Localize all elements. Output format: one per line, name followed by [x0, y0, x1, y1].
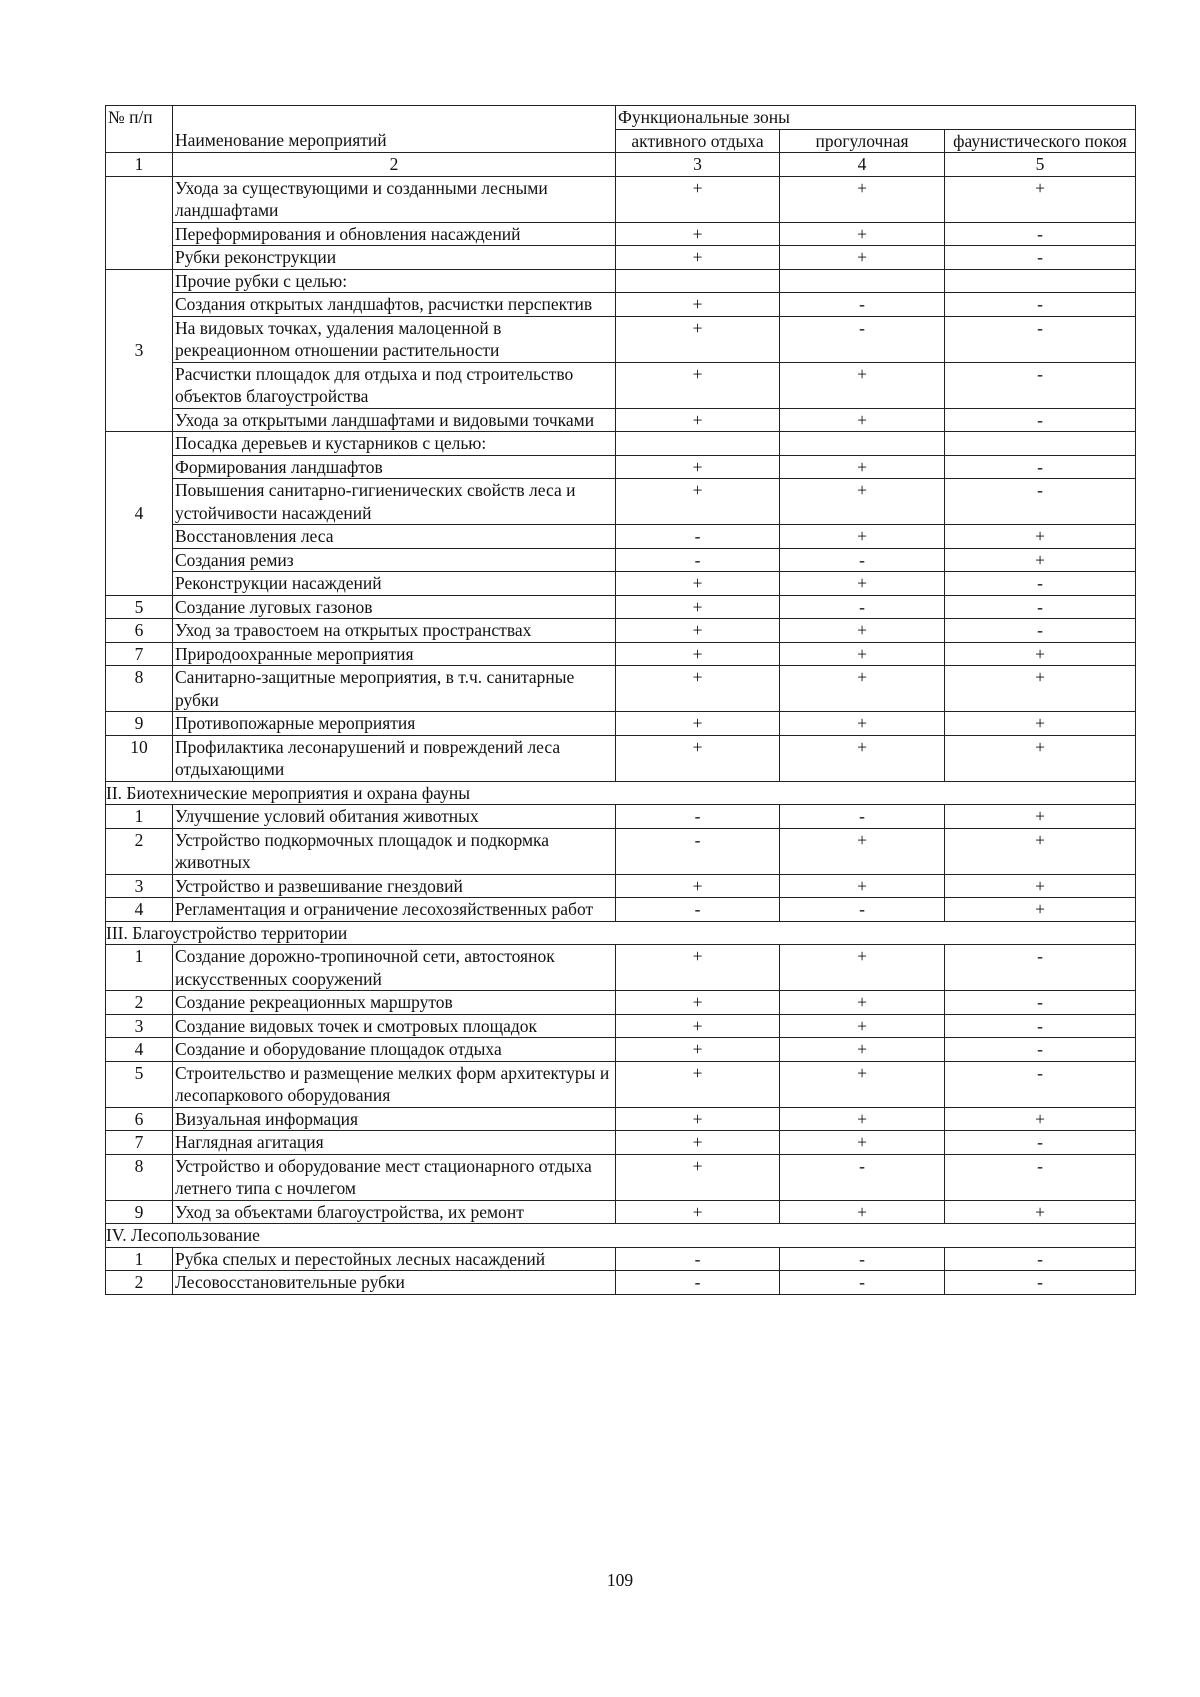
- table-row: [106, 432, 1136, 456]
- row-number: 9: [106, 1200, 173, 1224]
- zone-fauna-mark: -: [945, 1014, 1136, 1038]
- zone-walk-mark: [780, 269, 945, 293]
- row-name: Расчистки площадок для отдыха и под строительство объектов благоустройства: [173, 362, 616, 408]
- zone-active-mark: +: [616, 945, 780, 991]
- zone-walk-mark: +: [780, 619, 945, 643]
- row-number: 7: [106, 1131, 173, 1155]
- zone-fauna-mark: +: [945, 642, 1136, 666]
- row-number: 2: [106, 991, 173, 1015]
- table-row: [106, 572, 1136, 596]
- table-row: [106, 246, 1136, 270]
- zone-active-mark: +: [616, 222, 780, 246]
- row-number: 9: [106, 712, 173, 736]
- row-name: Прочие рубки с целью:: [173, 269, 616, 293]
- zone-active-mark: +: [616, 712, 780, 736]
- zone-walk-mark: +: [780, 991, 945, 1015]
- zone-fauna-mark: +: [945, 898, 1136, 922]
- row-name: Наглядная агитация: [173, 1131, 616, 1155]
- zone-active-mark: +: [616, 1131, 780, 1155]
- table-row: [106, 712, 1136, 736]
- row-number: 2: [106, 828, 173, 874]
- header-row-1: [106, 106, 1136, 130]
- zone-walk-mark: +: [780, 1131, 945, 1155]
- table-row: [106, 525, 1136, 549]
- zone-fauna-mark: -: [945, 619, 1136, 643]
- table-row: [106, 316, 1136, 362]
- zone-active-mark: +: [616, 619, 780, 643]
- row-number: 7: [106, 642, 173, 666]
- row-name: Устройство подкормочных площадок и подкормка животных: [173, 828, 616, 874]
- row-name: Рубка спелых и перестойных лесных насаждений: [173, 1247, 616, 1271]
- zone-active-mark: +: [616, 408, 780, 432]
- table-row: [106, 222, 1136, 246]
- zone-walk-mark: +: [780, 246, 945, 270]
- row-name: Санитарно-защитные мероприятия, в т.ч. санитарные рубки: [173, 666, 616, 712]
- row-name: Создание луговых газонов: [173, 595, 616, 619]
- zone-walk-mark: +: [780, 572, 945, 596]
- row-number: 3: [106, 1014, 173, 1038]
- row-number: 1: [106, 805, 173, 829]
- row-number: 1: [106, 945, 173, 991]
- row-name: Улучшение условий обитания животных: [173, 805, 616, 829]
- row-name: Уход за объектами благоустройства, их ремонт: [173, 1200, 616, 1224]
- row-number: [106, 176, 173, 269]
- zone-active-mark: +: [616, 1107, 780, 1131]
- zone-walk-mark: +: [780, 455, 945, 479]
- row-name: Реконструкции насаждений: [173, 572, 616, 596]
- row-name: Устройство и развешивание гнездовий: [173, 874, 616, 898]
- zone-walk-mark: +: [780, 828, 945, 874]
- zone-walk-mark: +: [780, 525, 945, 549]
- zone-fauna-mark: -: [945, 1154, 1136, 1200]
- row-name: Создание и оборудование площадок отдыха: [173, 1038, 616, 1062]
- zone-active-mark: +: [616, 1014, 780, 1038]
- zone-fauna-mark: -: [945, 945, 1136, 991]
- page-number: 109: [606, 1570, 634, 1590]
- row-name: Повышения санитарно-гигиенических свойств леса и устойчивости насаждений: [173, 479, 616, 525]
- zone-fauna-mark: +: [945, 874, 1136, 898]
- table-row: [106, 1271, 1136, 1295]
- zone-fauna-mark: +: [945, 712, 1136, 736]
- row-number: 3: [106, 874, 173, 898]
- zone-active-mark: -: [616, 828, 780, 874]
- header-zones: Функциональные зоны: [616, 106, 1136, 130]
- zone-walk-mark: -: [780, 595, 945, 619]
- header-index: 5: [945, 153, 1136, 177]
- row-name: Формирования ландшафтов: [173, 455, 616, 479]
- zone-fauna-mark: -: [945, 1131, 1136, 1155]
- section-row: [106, 1224, 1136, 1248]
- zone-walk-mark: -: [780, 316, 945, 362]
- row-number: 4: [106, 432, 173, 596]
- zone-walk-mark: +: [780, 408, 945, 432]
- row-name: Лесовосстановительные рубки: [173, 1271, 616, 1295]
- zone-active-mark: -: [616, 548, 780, 572]
- row-name: Создания ремиз: [173, 548, 616, 572]
- row-name: Визуальная информация: [173, 1107, 616, 1131]
- row-name: Природоохранные мероприятия: [173, 642, 616, 666]
- header-zone-walk: прогулочная: [780, 129, 945, 153]
- table-row: [106, 269, 1136, 293]
- zone-fauna-mark: -: [945, 408, 1136, 432]
- table-row: [106, 548, 1136, 572]
- row-number: 4: [106, 1038, 173, 1062]
- row-name: На видовых точках, удаления малоценной в рекреационном отношении растительности: [173, 316, 616, 362]
- row-name: Восстановления леса: [173, 525, 616, 549]
- table-row: [106, 874, 1136, 898]
- zone-fauna-mark: -: [945, 1247, 1136, 1271]
- header-name: Наименование мероприятий: [173, 106, 616, 153]
- zone-active-mark: +: [616, 455, 780, 479]
- zone-fauna-mark: +: [945, 666, 1136, 712]
- zone-active-mark: +: [616, 595, 780, 619]
- zone-walk-mark: +: [780, 1061, 945, 1107]
- table-row: [106, 293, 1136, 317]
- zone-fauna-mark: -: [945, 479, 1136, 525]
- zone-walk-mark: -: [780, 898, 945, 922]
- zone-fauna-mark: -: [945, 246, 1136, 270]
- row-number: 5: [106, 1061, 173, 1107]
- row-name: Профилактика лесонарушений и повреждений леса отдыхающими: [173, 735, 616, 781]
- zone-active-mark: +: [616, 991, 780, 1015]
- row-name: Противопожарные мероприятия: [173, 712, 616, 736]
- zone-active-mark: +: [616, 1200, 780, 1224]
- zone-walk-mark: -: [780, 805, 945, 829]
- zone-fauna-mark: -: [945, 1038, 1136, 1062]
- zone-active-mark: [616, 269, 780, 293]
- table-row: [106, 455, 1136, 479]
- zone-walk-mark: +: [780, 1014, 945, 1038]
- row-name: Посадка деревьев и кустарников с целью:: [173, 432, 616, 456]
- zone-walk-mark: +: [780, 1200, 945, 1224]
- zone-fauna-mark: [945, 269, 1136, 293]
- table-row: [106, 1107, 1136, 1131]
- zone-active-mark: +: [616, 1154, 780, 1200]
- zone-walk-mark: -: [780, 293, 945, 317]
- zone-walk-mark: +: [780, 735, 945, 781]
- row-name: Ухода за существующими и созданными лесными ландшафтами: [173, 176, 616, 222]
- zone-active-mark: +: [616, 1061, 780, 1107]
- zone-fauna-mark: +: [945, 735, 1136, 781]
- table-row: [106, 619, 1136, 643]
- section-title: II. Биотехнические мероприятия и охрана фауны: [106, 781, 1136, 805]
- zone-fauna-mark: -: [945, 572, 1136, 596]
- zone-active-mark: -: [616, 525, 780, 549]
- table-row: [106, 1131, 1136, 1155]
- zone-active-mark: +: [616, 176, 780, 222]
- zone-fauna-mark: +: [945, 548, 1136, 572]
- table-row: [106, 1061, 1136, 1107]
- zone-active-mark: +: [616, 479, 780, 525]
- table-row: [106, 805, 1136, 829]
- zone-active-mark: +: [616, 666, 780, 712]
- table-row: [106, 898, 1136, 922]
- zone-walk-mark: +: [780, 712, 945, 736]
- zone-fauna-mark: -: [945, 1061, 1136, 1107]
- zone-walk-mark: +: [780, 176, 945, 222]
- row-name: Переформирования и обновления насаждений: [173, 222, 616, 246]
- table-row: [106, 1247, 1136, 1271]
- row-name: Создание дорожно-тропиночной сети, автостоянок искусственных сооружений: [173, 945, 616, 991]
- header-zone-active: активного отдыха: [616, 129, 780, 153]
- header-index: 2: [173, 153, 616, 177]
- table-row: [106, 479, 1136, 525]
- measures-table: [105, 105, 1136, 1295]
- header-index: 4: [780, 153, 945, 177]
- zone-fauna-mark: -: [945, 316, 1136, 362]
- row-number: 4: [106, 898, 173, 922]
- row-number: 2: [106, 1271, 173, 1295]
- zone-active-mark: +: [616, 246, 780, 270]
- section-row: [106, 921, 1136, 945]
- table-row: [106, 1154, 1136, 1200]
- zone-active-mark: -: [616, 805, 780, 829]
- header-index: 3: [616, 153, 780, 177]
- zone-fauna-mark: -: [945, 595, 1136, 619]
- table-row: [106, 991, 1136, 1015]
- section-title: IV. Лесопользование: [106, 1224, 1136, 1248]
- row-name: Создание рекреационных маршрутов: [173, 991, 616, 1015]
- zone-active-mark: [616, 432, 780, 456]
- zone-fauna-mark: -: [945, 1271, 1136, 1295]
- zone-active-mark: +: [616, 362, 780, 408]
- zone-fauna-mark: +: [945, 828, 1136, 874]
- row-name: Ухода за открытыми ландшафтами и видовыми точками: [173, 408, 616, 432]
- zone-walk-mark: +: [780, 945, 945, 991]
- table-row: [106, 828, 1136, 874]
- row-name: Устройство и оборудование мест стационарного отдыха летнего типа с ночлегом: [173, 1154, 616, 1200]
- zone-walk-mark: +: [780, 479, 945, 525]
- table-row: [106, 1038, 1136, 1062]
- table-row: [106, 408, 1136, 432]
- row-number: 1: [106, 1247, 173, 1271]
- row-number: 3: [106, 269, 173, 432]
- zone-active-mark: -: [616, 898, 780, 922]
- zone-walk-mark: +: [780, 642, 945, 666]
- section-row: [106, 781, 1136, 805]
- table-row: [106, 735, 1136, 781]
- table-row: [106, 945, 1136, 991]
- zone-active-mark: +: [616, 316, 780, 362]
- row-number: 6: [106, 1107, 173, 1131]
- zone-walk-mark: -: [780, 548, 945, 572]
- row-name: Регламентация и ограничение лесохозяйственных работ: [173, 898, 616, 922]
- zone-fauna-mark: [945, 432, 1136, 456]
- zone-fauna-mark: -: [945, 293, 1136, 317]
- row-name: Создания открытых ландшафтов, расчистки перспектив: [173, 293, 616, 317]
- zone-walk-mark: [780, 432, 945, 456]
- row-number: 8: [106, 1154, 173, 1200]
- table-row: [106, 642, 1136, 666]
- table-row: [106, 666, 1136, 712]
- zone-walk-mark: +: [780, 1107, 945, 1131]
- zone-fauna-mark: +: [945, 805, 1136, 829]
- header-zone-fauna: фаунистического покоя: [945, 129, 1136, 153]
- zone-walk-mark: +: [780, 1038, 945, 1062]
- zone-fauna-mark: -: [945, 455, 1136, 479]
- row-number: 5: [106, 595, 173, 619]
- table-row: [106, 1200, 1136, 1224]
- zone-walk-mark: -: [780, 1271, 945, 1295]
- zone-fauna-mark: -: [945, 362, 1136, 408]
- zone-fauna-mark: -: [945, 991, 1136, 1015]
- zone-active-mark: +: [616, 735, 780, 781]
- table-row: [106, 362, 1136, 408]
- row-number: 10: [106, 735, 173, 781]
- zone-walk-mark: +: [780, 362, 945, 408]
- section-title: III. Благоустройство территории: [106, 921, 1136, 945]
- zone-walk-mark: -: [780, 1247, 945, 1271]
- header-num: № п/п: [106, 106, 173, 153]
- row-name: Рубки реконструкции: [173, 246, 616, 270]
- zone-fauna-mark: +: [945, 176, 1136, 222]
- zone-active-mark: +: [616, 1038, 780, 1062]
- header-index: 1: [106, 153, 173, 177]
- zone-walk-mark: +: [780, 874, 945, 898]
- zone-active-mark: -: [616, 1271, 780, 1295]
- zone-active-mark: +: [616, 572, 780, 596]
- row-name: Строительство и размещение мелких форм архитектуры и лесопаркового оборудования: [173, 1061, 616, 1107]
- zone-fauna-mark: -: [945, 222, 1136, 246]
- table-row: [106, 176, 1136, 222]
- row-number: 8: [106, 666, 173, 712]
- zone-active-mark: -: [616, 1247, 780, 1271]
- zone-active-mark: +: [616, 642, 780, 666]
- zone-fauna-mark: +: [945, 1200, 1136, 1224]
- header-index-row: [106, 153, 1136, 177]
- table-row: [106, 1014, 1136, 1038]
- row-name: Создание видовых точек и смотровых площадок: [173, 1014, 616, 1038]
- row-number: 6: [106, 619, 173, 643]
- table-row: [106, 595, 1136, 619]
- zone-active-mark: +: [616, 293, 780, 317]
- zone-fauna-mark: +: [945, 1107, 1136, 1131]
- zone-walk-mark: +: [780, 666, 945, 712]
- zone-active-mark: +: [616, 874, 780, 898]
- row-name: Уход за травостоем на открытых пространствах: [173, 619, 616, 643]
- zone-walk-mark: -: [780, 1154, 945, 1200]
- zone-fauna-mark: +: [945, 525, 1136, 549]
- zone-walk-mark: +: [780, 222, 945, 246]
